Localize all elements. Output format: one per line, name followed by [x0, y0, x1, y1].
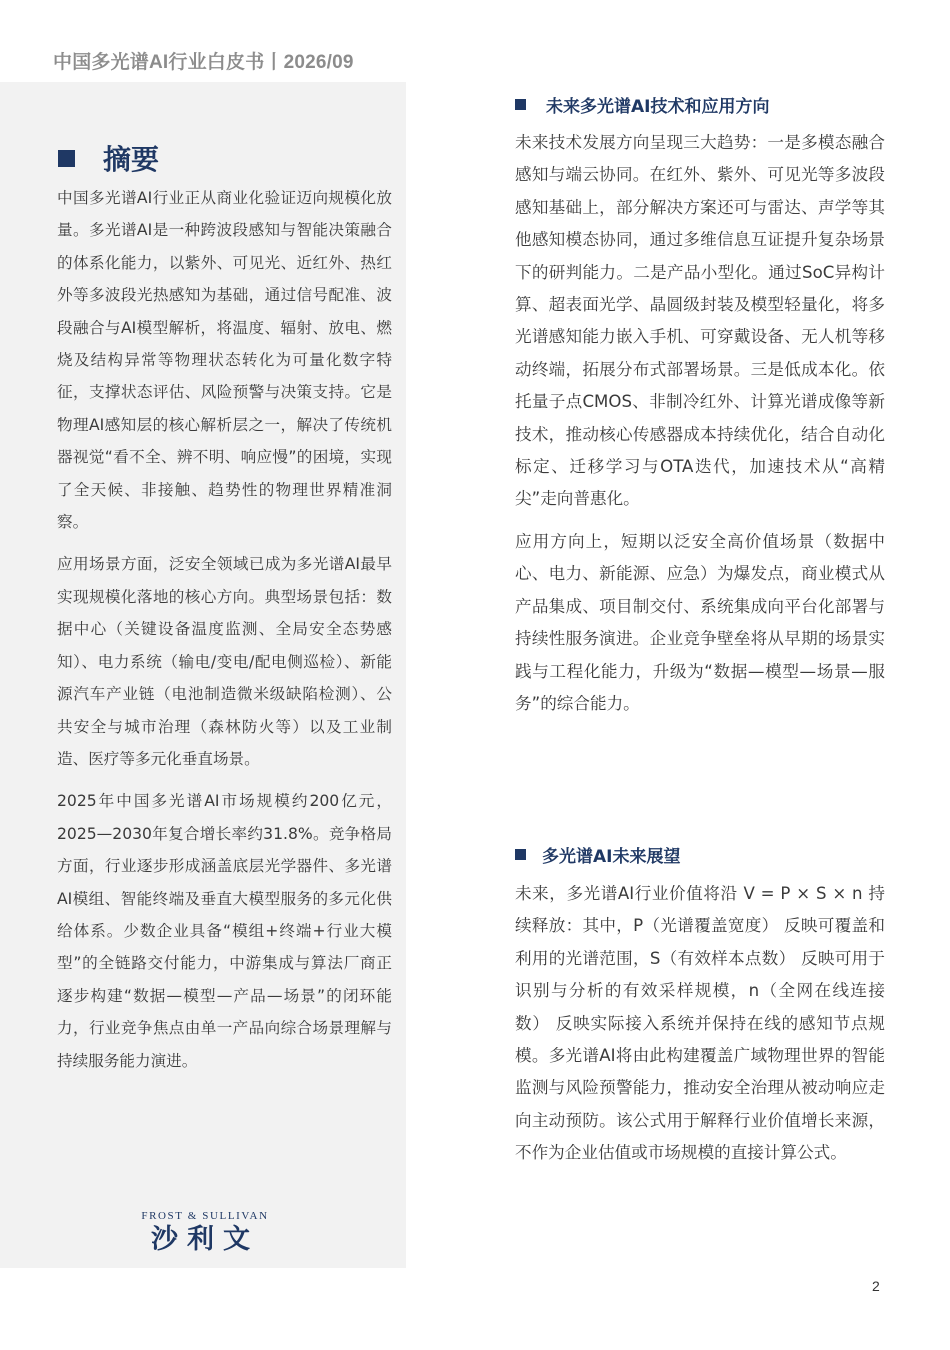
outlook-paragraph: 未来，多光谱AI行业价值将沿 V = P × S × n 持续释放：其中，P（光谱覆盖宽度） 反映可覆盖和利用的光谱范围，S（有效样本点数） 反映可用于识别与分析的有效采样规模，n（全网在线连接数） 反映实际接入系统并保持在线的感知节点规模。多光谱AI将由此构建覆盖广域物理世界的智能监测与风险预警能力，推动安全治理从被动响应走向主动预防。该公式用于解释行业价值增长来源，不作为企业估值或市场规模的直接计算公式。 — [515, 884, 885, 1163]
summary-paragraph: 应用场景方面，泛安全领域已成为多光谱AI最早实现规模化落地的核心方向。典型场景包括：数据中心（关键设备温度监测、全局安全态势感知）、电力系统（输电/变电/配电侧巡检）、新能源汽车产业链（电池制造微米级缺陷检测）、公共安全与城市治理（森林防火等）以及工业制造、医疗等多元化垂直场景。 — [57, 555, 392, 768]
summary-title: 摘要 — [103, 143, 160, 176]
summary-body — [57, 182, 392, 1087]
summary-paragraph: 中国多光谱AI行业正从商业化验证迈向规模化放量。多光谱AI是一种跨波段感知与智能决策融合的体系化能力，以紫外、可见光、近红外、热红外等多波段光热感知为基础，通过信号配准、波段融合与AI模型解析，将温度、辐射、放电、燃烧及结构异常等物理状态转化为可量化数字特征，支撑状态评估、风险预警与决策支持。它是物理AI感知层的核心解析层之一，解决了传统机器视觉“看不全、辨不明、响应慢”的困境，实现了全天候、非接触、趋势性的物理世界精准洞察。 — [57, 189, 392, 532]
frost-sullivan-logo — [135, 1209, 275, 1255]
outlook-body — [515, 878, 885, 1180]
future-paragraph: 未来技术发展方向呈现三大趋势：一是多模态融合感知与端云协同。在红外、紫外、可见光等多波段感知基础上，部分解决方案还可与雷达、声学等其他感知模态协同，通过多维信息互证提升复杂场景下的研判能力。二是产品小型化。通过SoC异构计算、超表面光学、晶圆级封装及模型轻量化，将多光谱感知能力嵌入手机、可穿戴设备、无人机等移动终端，拓展分布式部署场景。三是低成本化。依托量子点CMOS、非制冷红外、计算光谱成像等新技术，推动核心传感器成本持续优化，结合自动化标定、迁移学习与OTA迭代，加速技术从“高精尖”走向普惠化。 — [515, 133, 885, 509]
page-number: 2 — [872, 1278, 880, 1294]
future-body — [515, 127, 885, 730]
outlook-title: 多光谱AI未来展望 — [542, 847, 681, 867]
square-bullet-icon — [515, 849, 526, 860]
summary-paragraph: 2025年中国多光谱AI市场规模约200亿元，2025—2030年复合增长率约31.8%。竞争格局方面，行业逐步形成涵盖底层光学器件、多光谱AI模组、智能终端及垂直大模型服务的多元化供给体系。少数企业具备“模组+终端+行业大模型”的全链路交付能力，中游集成与算法厂商正逐步构建“数据—模型—产品—场景”的闭环能力，行业竞争焦点由单一产品向综合场景理解与持续服务能力演进。 — [57, 792, 392, 1070]
future-heading — [515, 92, 769, 117]
logo-chinese: 沙利文 — [151, 1224, 259, 1255]
outlook-heading — [515, 842, 680, 867]
square-bullet-icon — [515, 99, 526, 110]
logo-english: FROST & SULLIVAN — [141, 1210, 269, 1222]
square-bullet-icon — [58, 150, 75, 167]
future-title: 未来多光谱AI技术和应用方向 — [546, 97, 770, 117]
future-paragraph: 应用方向上，短期以泛安全高价值场景（数据中心、电力、新能源、应急）为爆发点，商业模式从产品集成、项目制交付、系统集成向平台化部署与持续性服务演进。企业竞争壁垒将从早期的场景实践与工程化能力，升级为“数据—模型—场景—服务”的综合能力。 — [515, 531, 885, 713]
summary-heading — [58, 138, 159, 178]
header-title: 中国多光谱AI行业白皮书丨2026/09 — [53, 52, 354, 73]
